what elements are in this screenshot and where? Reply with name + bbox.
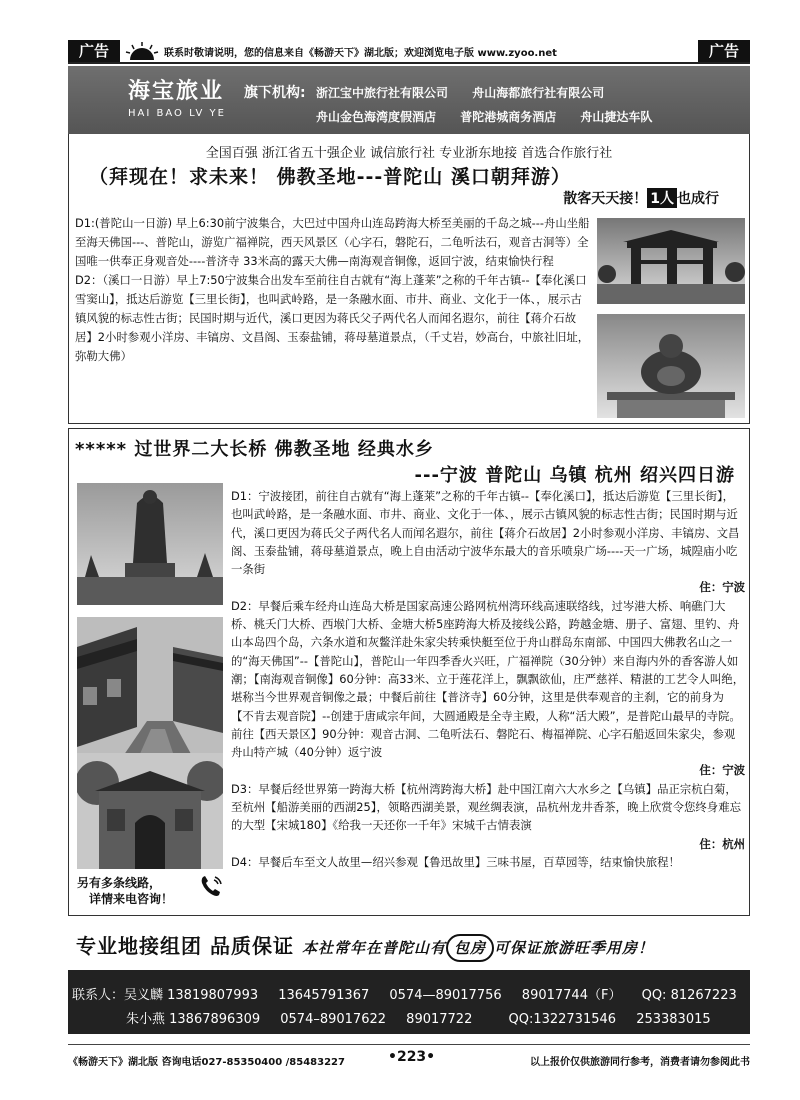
contact-row-1	[72, 984, 737, 1003]
stay-location: 住：宁波	[699, 580, 745, 595]
itinerary-day-4: D4：早餐后车至文人故里—绍兴参观【鲁迅故里】三味书屋，百草园等，结束愉快旅程！	[231, 854, 680, 869]
top-notice: 联系时敬请说明，您的信息来自《畅游天下》湖北版；欢迎浏览电子版 www.zyoo.net	[164, 48, 557, 59]
slogan-note: 本社常年在普陀山有	[301, 939, 446, 957]
section1-headline: （拜现在！求未来！ 佛教圣地---普陀山 溪口朝拜游）	[89, 166, 571, 188]
ad-label-left: 广告	[68, 40, 120, 62]
section1-subheadline	[563, 188, 719, 208]
departure-suffix: 也成行	[677, 191, 719, 207]
ad-label-right: 广告	[698, 40, 750, 62]
footer-disclaimer: 以上报价仅供旅游同行参考，消费者请勿参阅此书	[530, 1057, 750, 1068]
affiliates-label: 旗下机构:	[244, 85, 306, 101]
sun-logo-icon	[124, 40, 160, 62]
booking-badge: 包房	[446, 934, 494, 962]
brand-banner	[68, 66, 750, 134]
contact-panel	[68, 970, 750, 1034]
company-tagline: 全国百强 浙江省五十强企业 诚信旅行社 专业浙东地接 首选合作旅行社	[205, 146, 613, 161]
affiliates-row-1	[316, 84, 624, 101]
solo-badge: 1人	[647, 188, 677, 208]
contact-item: QQ: 81267223	[641, 988, 737, 1003]
affiliate: 普陀港城商务酒店	[460, 110, 557, 124]
contact-item: QQ:1322731546	[508, 1012, 617, 1027]
brand-name-cn: 海宝旅业	[128, 78, 225, 104]
tour-section-putuo-xikou	[68, 134, 750, 424]
slogan-main: 专业地接组团 品质保证	[76, 934, 294, 958]
contact-item: 253383015	[636, 1012, 711, 1027]
contact-row-2	[126, 1008, 711, 1027]
stone-gate-photo	[77, 753, 223, 869]
footer-publication: 《畅游天下》湖北版 咨询电话027-85350400 /85483227	[68, 1057, 345, 1068]
itinerary-day-3: D3：早餐后经世界第一跨海大桥【杭州湾跨海大桥】赴中国江南六大水乡之【乌镇】品正宗杭白菊，至杭州【船游美丽的西湖25】，领略西湖美景，观丝绸表演，品杭州龙井香茶，晚上欣赏令您终身难忘的大型【宋城180】《给我一天还你一千年》宋城千古情表演	[231, 781, 741, 833]
section1-itinerary	[75, 214, 590, 366]
contact-item: 89017722	[406, 1012, 473, 1027]
page-footer	[68, 1044, 750, 1070]
contact-item: 0574—89017756	[389, 988, 502, 1003]
slogan-bar	[68, 926, 750, 966]
contact-item: 0574–89017622	[280, 1012, 387, 1027]
tour-section-four-day	[68, 428, 750, 916]
page-number: •223•	[388, 1049, 436, 1065]
affiliates-row-2	[316, 108, 672, 125]
affiliate: 浙江宝中旅行社有限公司	[316, 86, 449, 100]
itinerary-day-2: D2：早餐后乘车经舟山连岛大桥是国家高速公路网杭州湾环线高速联络线，过岑港大桥、响礁门大桥、桃夭门大桥、西堠门大桥、金塘大桥5座跨海大桥及接线公路，跨越金塘、册子、富翅、里钓、舟山本岛四个岛，六条水道和灰鳖洋赴朱家尖转乘快艇至位于舟山群岛东南部、中国四大佛教名山之一的“海天佛国”--【普陀山】，普陀山一年四季香火兴旺，广福禅院（30分钟）来自海内外的香客游人如潮；【南海观音铜像】60分钟：高33米、立于莲花洋上，飘飘欲仙，庄严慈祥、精湛的工艺令人叫绝，堪称当今世界观音铜像之最；中餐后前往【普济寺】60分钟，这里是供奉观音的主刹，它的前身为【不肯去观音院】--创建于唐咸宗年间，大圆通殿是全寺主殿，人称“活大殿”，是普陀山最早的寺院。前往【西天景区】90分钟：观音古洞、二龟听法石、磐陀石、梅福禅院、心字石船返回朱家尖，参观舟山特产城（40分钟）返宁波	[231, 598, 745, 760]
contact-item: 朱小燕 13867896309	[126, 1012, 261, 1027]
buddha-statue-photo	[597, 314, 745, 418]
more-routes-line-2: 详情来电咨询！	[89, 892, 174, 906]
contact-item: 联系人：吴义麟 13819807993	[72, 988, 259, 1003]
stay-location: 住：杭州	[699, 836, 745, 851]
archway-photo	[597, 218, 745, 304]
phone-icon	[199, 873, 223, 899]
affiliate: 舟山海都旅行社有限公司	[472, 86, 605, 100]
contact-item: 13645791367	[278, 988, 370, 1003]
section2-subheadline: ---宁波 普陀山 乌镇 杭州 绍兴四日游	[414, 465, 735, 486]
itinerary-day-2: D2：（溪口一日游）早上7:50宁波集合出发车至前往自古就有“海上蓬莱”之称的千年古镇--【奉化溪口雪窦山】，抵达后游览【三里长街】，也叫武岭路，是一条融水面、市井、商业、文化于一体、，展示古镇风貌的标志性古街；民国时期与近代，溪口更因为蒋氏父子两代名人而闻名遐尔，前往【蒋介石故居】2小时参观小洋房、丰镐房、文昌阁、玉泰盐铺，蒋母墓道景点，（千丈岩，妙高台，中旅社旧址，弥勒大佛）	[75, 273, 590, 363]
guanyin-statue-photo	[77, 483, 223, 605]
contact-item: 89017744（F）	[521, 988, 622, 1003]
slogan-note-suffix: 可保证旅游旺季用房！	[493, 939, 654, 957]
top-bar	[68, 40, 750, 64]
water-town-photo	[77, 617, 223, 765]
itinerary-day-1: D1:(普陀山一日游) 早上6:30前宁波集合，大巴过中国舟山连岛跨海大桥至美丽的千岛之城---舟山坐船至海天佛国---、普陀山，游览广福禅院，西天风景区（心字石，磐陀石，二龟听法石，观音古洞等）全国唯一供奉正身观音处----普济寺 33米高的露天大佛—南海观音铜像，返回宁波，结束愉快行程	[75, 216, 590, 268]
more-routes-note	[77, 875, 173, 907]
section2-headline: ***** 过世界二大长桥 佛教圣地 经典水乡	[75, 439, 434, 460]
itinerary-day-1: D1：宁波接团，前往自古就有“海上蓬莱”之称的千年古镇--【奉化溪口】，抵达后游览【三里长街】，也叫武岭路，是一条融水面、市井、商业、文化于一体、，展示古镇风貌的标志性古街；民国时期与近代，溪口更因为蒋氏父子两代名人而闻名遐尔，前往【蒋介石故居】2小时参观小洋房、丰镐房、文昌阁、玉泰盐铺，蒋母墓道景点，晚上自由活动宁波华东最大的音乐喷泉广场----天一广场，城隍庙小吃一条街	[231, 489, 740, 577]
stay-location: 住：宁波	[699, 763, 745, 778]
section2-itinerary	[231, 487, 745, 871]
affiliate: 舟山捷达车队	[580, 110, 653, 124]
more-routes-line-1: 另有多条线路，	[77, 876, 162, 890]
affiliate: 舟山金色海湾度假酒店	[316, 110, 437, 124]
brand-name-en: HAI BAO LV YE	[128, 108, 226, 119]
daily-departure-text: 散客天天接！	[563, 191, 648, 207]
